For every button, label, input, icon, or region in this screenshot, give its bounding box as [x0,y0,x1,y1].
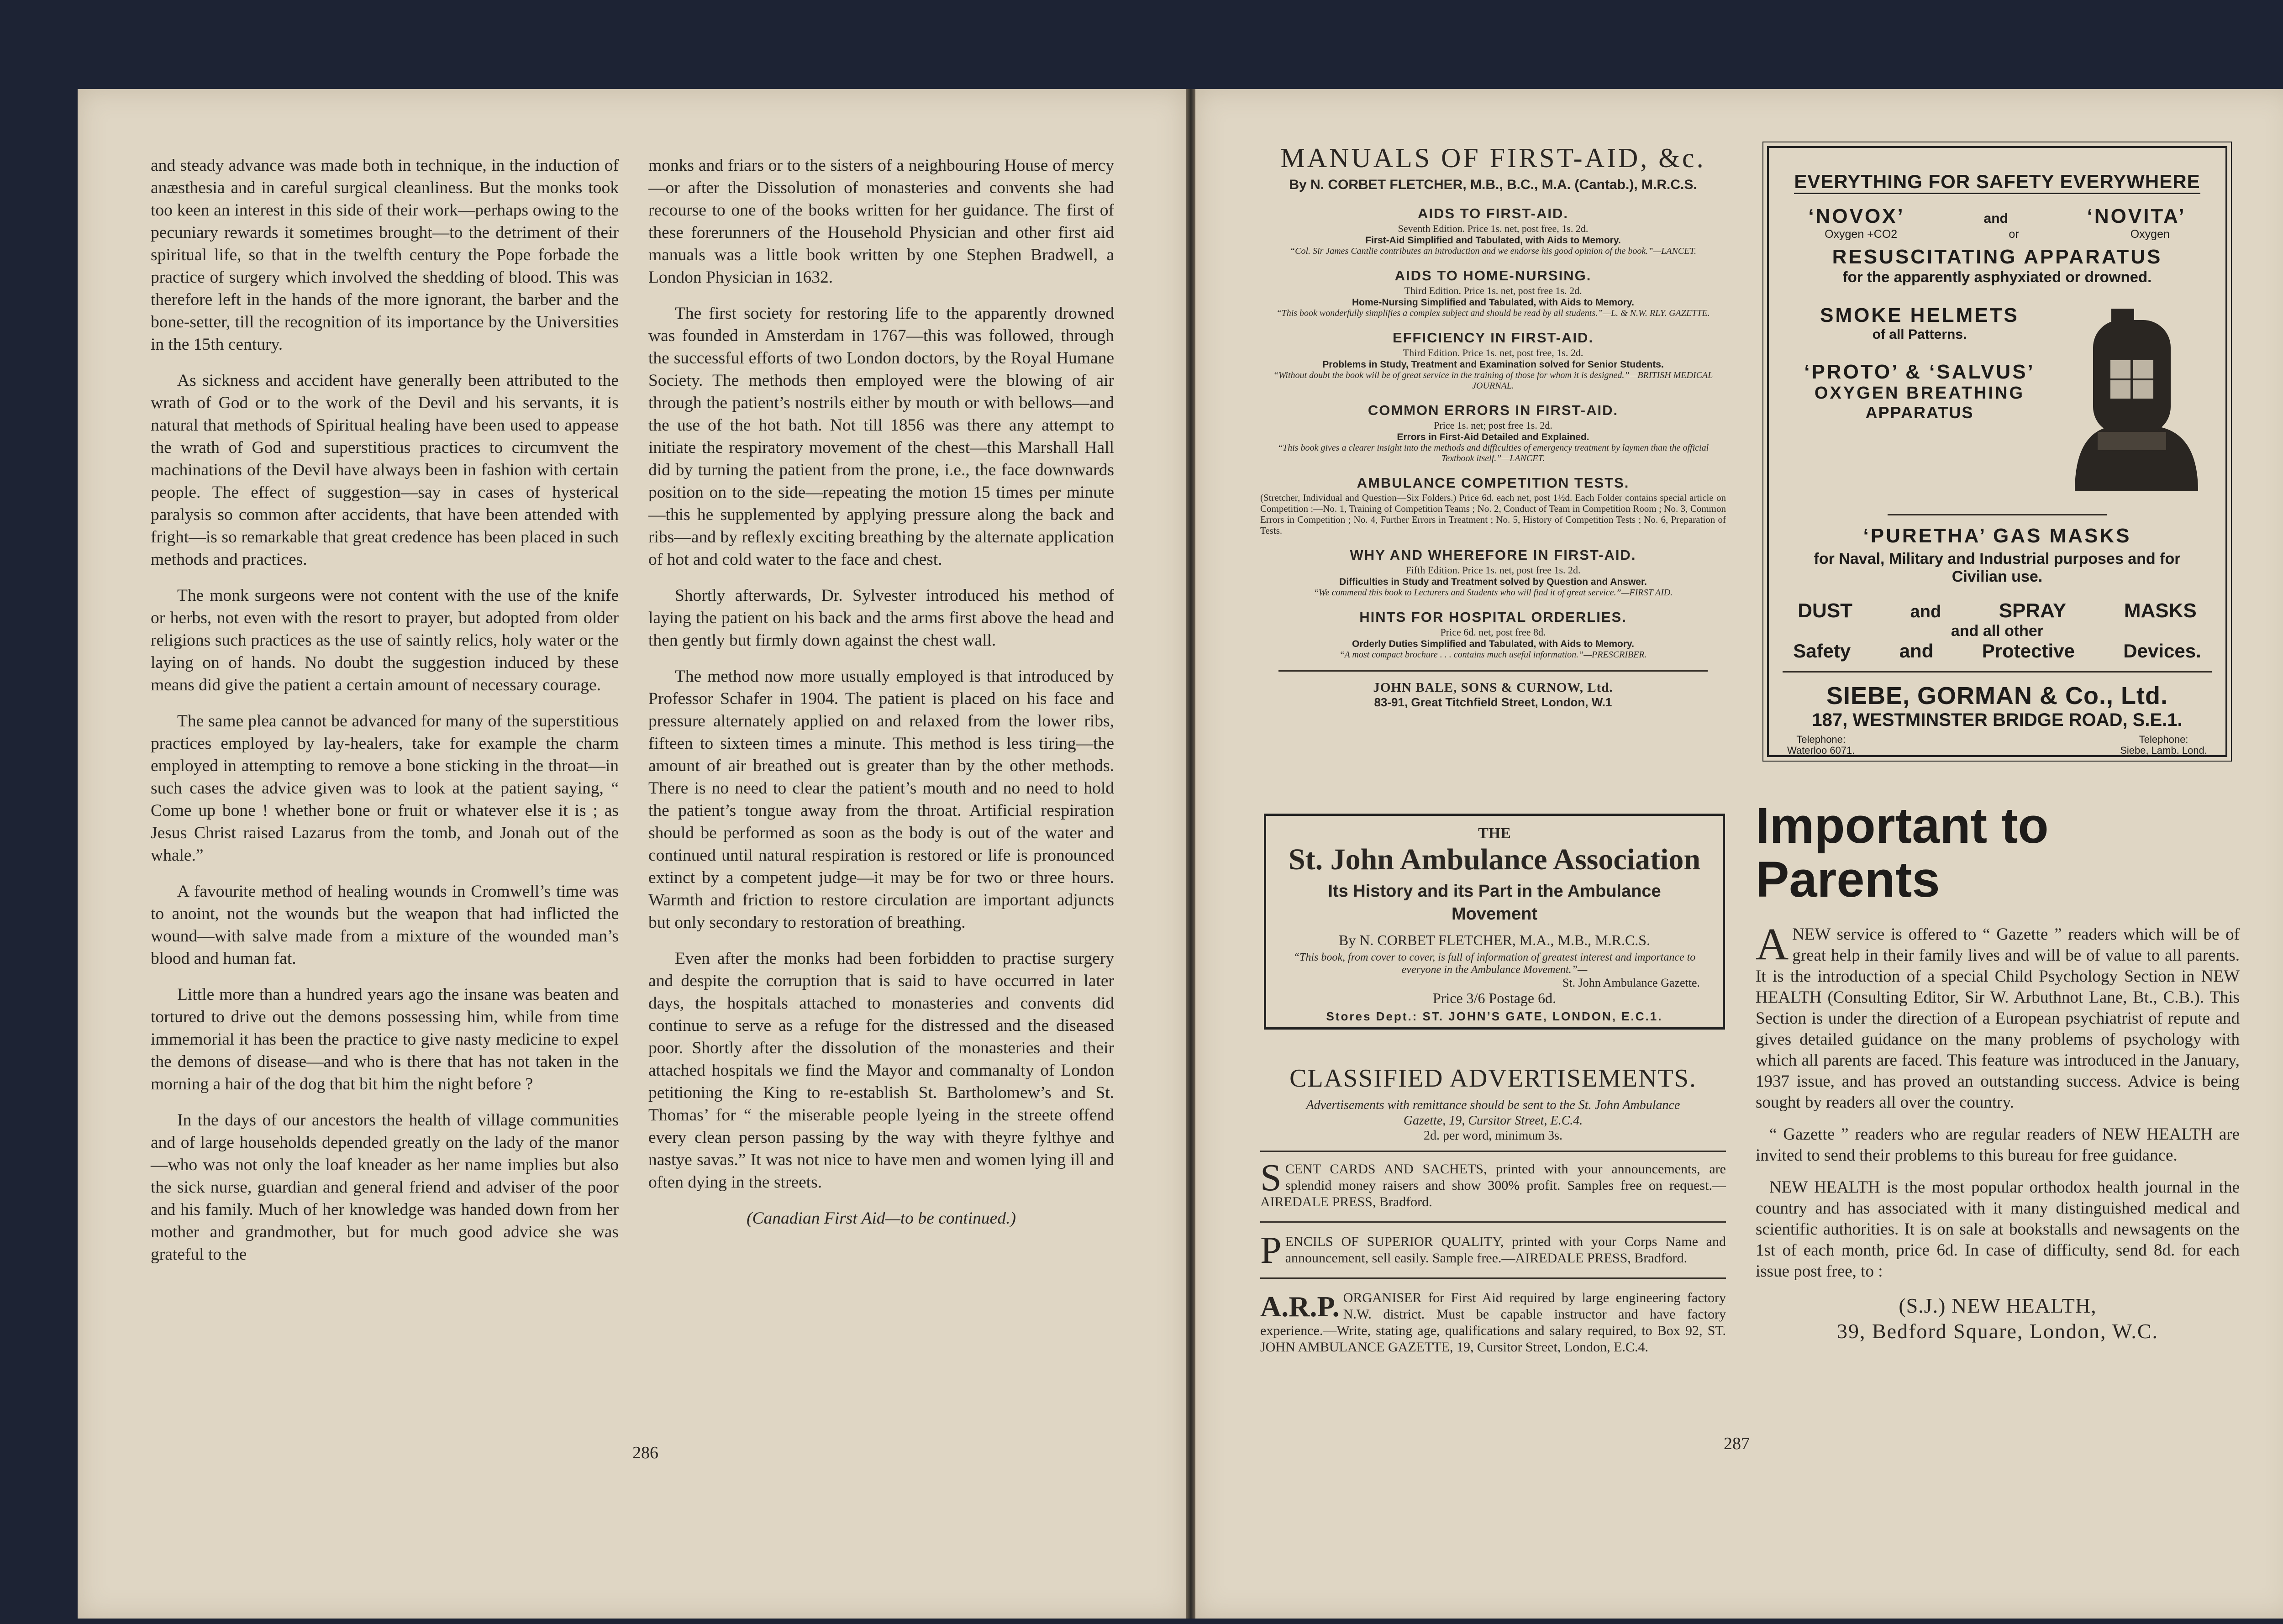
book-gutter [1186,89,1195,1619]
book-title: COMMON ERRORS IN FIRST-AID. [1368,402,1619,418]
price: Price 3/6 Postage 6d. [1432,990,1557,1006]
and-label: and [1910,602,1941,621]
book-subtitle: Its History and its Part in the Ambulance Movement [1328,882,1661,924]
telegram-address: Siebe, Lamb. Lond. [2120,745,2207,756]
novita-sub: Oxygen [2130,228,2170,241]
classified-intro: Advertisements with remittance should be sent to the St. John Ambulance Gazette, 19, Cursitor Street, E.C.4. [1306,1098,1680,1128]
and-label: and [1983,211,2008,226]
address-line-1: (S.J.) NEW HEALTH, [1899,1294,2097,1317]
oxygen-breathing: OXYGEN BREATHING [1814,384,2025,403]
continued-note: (Canadian First Aid—to be continued.) [747,1209,1016,1228]
divider [1260,1151,1726,1152]
protective-label: Protective [1982,640,2075,662]
book-entry [1260,546,1726,598]
novita-label: ‘NOVITA’ [2087,205,2186,227]
smoke-sub: of all Patterns. [1872,327,1967,342]
classified-advertisements [1260,1064,1726,1356]
divider [1260,1277,1726,1279]
book-title: AIDS TO HOME-NURSING. [1394,268,1592,284]
and-label: and [1899,640,1934,662]
divider [1888,514,2107,515]
book-entry [1260,608,1726,660]
paragraph: The same plea cannot be advanced for many of the superstitious practices employed by lay-healers, take for example the charm employed in attempting to remove a bone sticking in the throat—in such cases the advice given was to look at the patient saying, “ Come up bone ! whether bone or fruit or whatever else it is ; as Jesus Christ raised Lazarus from the tomb, and Jonah out of the whale.” [151,712,619,865]
company-address: 187, WESTMINSTER BRIDGE ROAD, S.E.1. [1812,710,2183,730]
ad-text: ORGANISER for First Aid required by large engineering factory N.W. district. Must be capable instructor and have factory experience.—Write, stating age, qualifications and salary required, to Box 92, ST. JOHN AMBULANCE GAZETTE, 19, Cursitor Street, London, E.C.4. [1260,1290,1726,1355]
book-author: By N. CORBET FLETCHER, M.A., M.B., M.R.C.S. [1338,932,1651,948]
novox-label: ‘NOVOX’ [1808,205,1905,227]
left-column-1 [151,154,619,1279]
book-description: (Stretcher, Individual and Question—Six Folders.) Price 6d. each net, post 1½d. Each Folder contains special article on Competition :—No. 1, Training of Competition Teams ; No. 2, Conduct of Team in Competition Room ; No. 3, Common Errors in Competition ; No. 4, Further Errors in Treatment ; No. 5, History of Competition Tests ; No. 6, Preparation of Tests. [1260,492,1726,536]
proto-salvus: ‘PROTO’ & ‘SALVUS’ [1804,361,2035,383]
page-number-right: 287 [1724,1434,1750,1453]
book-entry [1260,205,1726,257]
smoke-helmet-illustration-icon [2061,300,2207,491]
ad-text: CENT CARDS AND SACHETS, printed with your announcements, are splendid money raisers and show 300% profit. Samples free on request.—AIREDALE PRESS, Bradford. [1260,1162,1726,1209]
telephone-left [1787,734,1855,756]
puretha-description: for Naval, Military and Industrial purposes and for Civilian use. [1814,550,2181,585]
drop-cap: P [1260,1229,1282,1272]
telephone-label: Telephone: [1796,734,1846,745]
paragraph: Shortly afterwards, Dr. Sylvester introduced his method of laying the patient on his back and the arms first above the head and then gently but firmly down against the chest wall. [648,586,1114,650]
st-john-book-advert [1264,814,1725,1030]
book-subtitle: First-Aid Simplified and Tabulated, with Aids to Memory. [1365,235,1621,246]
book-title: St. John Ambulance Association [1288,843,1701,876]
publisher-address: 83-91, Great Titchfield Street, London, W.1 [1374,695,1612,709]
siebe-gorman-advert [1767,146,2227,757]
company-name: SIEBE, GORMAN & Co., Ltd. [1826,682,2168,710]
advert-title: Important to Parents [1756,798,2049,908]
resus-description: for the apparently asphyxiated or drowned. [1842,268,2152,285]
smoke-helmets: SMOKE HELMETS [1820,304,2019,326]
apparatus-label: APPARATUS [1865,403,1974,422]
paragraph: Little more than a hundred years ago the insane was beaten and tortured to drive out the demons possessing him, while from time immemorial it has been the practice to give nasty medicine to expel the demons of disease—and who is there that has not taken in the morning a hair of the dog that bit him the night before ? [151,985,619,1093]
book-title: AMBULANCE COMPETITION TESTS. [1357,475,1630,491]
resuscitating-apparatus: RESUSCITATING APPARATUS [1832,246,2162,268]
and-all-other: and all other [1951,622,2044,640]
paragraph: and steady advance was made both in technique, in the induction of anæsthesia and in careful surgical cleanliness. But the monks took too keen an interest in this side of their work—perhaps owing to the pecuniary rewards it sometimes brought—to the detriment of their spiritual life, so that in the twelfth century the Pope forbade the practice of surgery which involved the shedding of blood. This was therefore left in the hands of the more ignorant, the barber and the bone-setter, till the recognition of its importance by the Universities in the 15th century. [151,156,619,354]
left-column-2 [648,154,1114,1243]
paragraph: A favourite method of healing wounds in Cromwell’s time was to anoint, not the wounds but the weapon that had inflicted the wound—with salve made from a mixture of the wounded man’s blood and human fat. [151,882,619,968]
publisher-name: JOHN BALE, SONS & CURNOW, Ltd. [1373,680,1613,695]
paragraph: As sickness and accident have generally been attributed to the wrath of God or to the work of the Devil and his servants, it is natural that methods of Spiritual healing have been used to appease the wrath of God and superstitious practices to circumvent the machinations of the Devil have always been in fashion with certain people. The effect of suggestion—say in cases of hysterical paralysis so common after accidents, that have been attended with fright—is so remarkable that great credence has been placed in such methods and practices. [151,371,619,569]
book-subtitle: Errors in First-Aid Detailed and Explained. [1397,432,1589,442]
book-quote: “This book wonderfully simplifies a complex subject and should be read by all students.”—L. & N.W. RLY. GAZETTE. [1276,308,1710,318]
the-label: THE [1478,825,1511,842]
book-title: WHY AND WHEREFORE IN FIRST-AID. [1350,547,1636,563]
puretha-gas-masks: ‘PURETHA’ GAS MASKS [1863,525,2131,547]
book-edition: Price 6d. net, post free 8d. [1440,626,1546,638]
book-subtitle: Orderly Duties Simplified and Tabulated, with Aids to Memory. [1352,639,1635,649]
drop-cap: S [1260,1156,1282,1199]
address-line-2: 39, Bedford Square, London, W.C. [1836,1319,2159,1343]
stores-address: Stores Dept.: ST. JOHN’S GATE, LONDON, E.C.1. [1326,1009,1663,1023]
manuals-title: MANUALS OF FIRST-AID, &c. [1280,143,1706,173]
ad-text: ENCILS OF SUPERIOR QUALITY, printed with your Corps Name and announcement, sell easily. Sample free.—AIREDALE PRESS, Bradford. [1285,1234,1726,1266]
book-quote: “This book gives a clearer insight into the methods and difficulties of emergency treatment by laymen than the official Textbook itself.”—LANCET. [1277,443,1709,463]
paragraph: The monk surgeons were not content with the use of the knife or herbs, not even with the resort to prayer, but adopted from older religions such practices as the use of saintly relics, holy water or the laying on of hands. No doubt the suggestion induced by these means did give the patient a certain amount of necessary courage. [151,586,619,694]
book-subtitle: Problems in Study, Treatment and Examination solved for Senior Students. [1322,359,1664,370]
book-entry [1260,329,1726,391]
book-edition: Third Edition. Price 1s. net, post free 1s. 2d. [1404,285,1582,296]
classified-ad [1260,1156,1726,1210]
devices-label: Devices. [2123,640,2201,662]
divider [1783,671,2212,673]
book-subtitle: Difficulties in Study and Treatment solved by Question and Answer. [1339,577,1647,587]
divider [1260,1221,1726,1223]
book-quote: “Without doubt the book will be of great service in the training of those for whom it is designed.”—BRITISH MEDICAL JOURNAL. [1273,370,1713,391]
drop-cap: A [1756,919,1789,969]
paragraph: NEW HEALTH is the most popular orthodox health journal in the country and has associated with it many distinguished medical and scientific authorities. It is on sale at bookstalls and newsagents on the 1st of each month, price 6d. In case of difficulty, send 8d. for each issue post free, to : [1756,1178,2240,1281]
manuals-advert [1260,142,1726,710]
telephone-right [2120,734,2207,756]
book-edition: Fifth Edition. Price 1s. net, post free 1s. 2d. [1405,564,1581,576]
quote-source: St. John Ambulance Gazette. [1562,976,1700,989]
page-number-left: 286 [632,1443,658,1462]
book-quote: “We commend this book to Lecturers and Students who will find it of great service.”—FIRST AID. [1313,588,1673,598]
safety-label: Safety [1793,640,1851,662]
telephone-label: Telephone: [2139,734,2188,745]
book-quote: “A most compact brochure . . . contains much useful information.”—PRESCRIBER. [1339,650,1647,660]
classified-ad [1260,1290,1726,1356]
paragraph: The first society for restoring life to the apparently drowned was founded in Amsterdam in 1767—this was followed, through the successful efforts of two London doctors, by the Royal Humane Society. The methods then employed were the blowing of air through the patient’s nostrils either by mouth or with bellows—and the use of the hot bath. Not till 1856 was there any attempt to initiate the respiratory movement of the chest—this Marshall Hall did by turning the patient from the prone, i.e., the face downwards position on to the side—repeating the motion 15 times per minute—this he supplemented by applying pressure along the back and ribs—and by reflexly exciting breathing by the alternate application of hot and cold water to the face and chest. [648,304,1114,569]
classified-ad [1260,1229,1726,1272]
paragraph: “ Gazette ” readers who are regular readers of NEW HEALTH are invited to send their problems to this bureau for free guidance. [1756,1125,2240,1165]
masks-label: MASKS [2124,599,2197,622]
telephone-number: Waterloo 6071. [1787,745,1855,756]
manuals-author: By N. CORBET FLETCHER, M.B., B.C., M.A. (Cantab.), M.R.C.S. [1289,177,1697,192]
classified-title: CLASSIFIED ADVERTISEMENTS. [1289,1064,1697,1093]
book-quote: “Col. Sir James Cantlie contributes an introduction and we endorse his good opinion of the book.”—LANCET. [1290,246,1696,256]
book-title: EFFICIENCY IN FIRST-AID. [1392,330,1594,346]
ad-headline: EVERYTHING FOR SAFETY EVERYWHERE [1794,171,2200,194]
paragraph: monks and friars or to the sisters of a neighbouring House of mercy—or after the Dissolution of monasteries and convents she had recourse to one of the books written for her guidance. The first of these forerunners of the Household Physician and other first aid manuals was a little book written by one Stephen Bradwell, a London Physician in 1632. [648,156,1114,287]
or-label: or [2009,228,2019,241]
drop-cap: A.R.P. [1260,1290,1340,1323]
book-edition: Seventh Edition. Price 1s. net, post free, 1s. 2d. [1398,223,1589,234]
book-subtitle: Home-Nursing Simplified and Tabulated, with Aids to Memory. [1352,297,1634,308]
book-entry [1260,401,1726,464]
novox-sub: Oxygen +CO2 [1825,228,1898,241]
new-health-advert [1756,799,2240,1344]
spray-label: SPRAY [1999,599,2067,622]
divider [1278,670,1708,672]
paragraph: In the days of our ancestors the health of village communities and of large households depended greatly on the lady of the manor—who was not only the loaf kneader as her name implies but also the sick nurse, guardian and general friend and adviser of the poor and his family. Much of her knowledge was handed down from her mother and grandmother, but for much good advice she was grateful to the [151,1111,619,1264]
dust-label: DUST [1798,599,1853,622]
book-entry [1260,267,1726,319]
classified-rate: 2d. per word, minimum 3s. [1423,1129,1563,1143]
paragraph: Even after the monks had been forbidden to practise surgery and despite the corruption that is said to have occurred in later days, the hospitals attached to monasteries and convents did continue to serve as a refuge for the distressed and the diseased poor. Shortly after the dissolution of the monasteries and their attached hospitals we find the Mayor and commanalty of London petitioning the King to re-establish St. Bartholomew’s and St. Thomas’ for “ the miserable people lyeing in the streete offend every clean person passing by the way with theyre fylthye and nastye savas.” It was not nice to have men and women lying ill and often dying in the streets. [648,949,1114,1192]
book-title: HINTS FOR HOSPITAL ORDERLIES. [1359,609,1627,625]
book-edition: Third Edition. Price 1s. net, post free, 1s. 2d. [1403,347,1583,358]
book-edition: Price 1s. net; post free 1s. 2d. [1434,420,1552,431]
paragraph [1756,919,2240,1113]
book-quote: “This book, from cover to cover, is full of information of greatest interest and importance to everyone in the Ambulance Movement.”— [1293,951,1696,976]
book-entry [1260,474,1726,536]
book-title: AIDS TO FIRST-AID. [1418,205,1568,221]
paragraph: The method now more usually employed is that introduced by Professor Schafer in 1904. The patient is placed on his face and pressure alternately applied on and relaxed from the lower ribs, fifteen to sixteen times a minute. This method is less tiring—the amount of air breathed out is greater than by the other methods. There is no need to clear the patient’s mouth and no need to hold the patient’s tongue away from the throat. Artificial respiration should be performed as soon as the body is out of the water and continued until natural respiration is restored or life is pronounced extinct by a competent judge—it may be for two or three hours. Warmth and friction to restore circulation are important adjuncts but only secondary to restoration of breathing. [648,667,1114,932]
paragraph-text: NEW service is offered to “ Gazette ” readers which will be of great help in their family lives and will be of value to all parents. It is the introduction of a special Child Psychology Section in NEW HEALTH (Consulting Editor, Sir W. Arbuthnot Lane, Bt., C.B.). This Section is under the direction of a European psychiatrist of repute and gives detailed guidance on the many problems of psychology with which all parents are faced. This feature was introduced in the January, 1937 issue, and has proved an outstanding success. Advice is being sought by readers all over the country. [1756,925,2240,1112]
